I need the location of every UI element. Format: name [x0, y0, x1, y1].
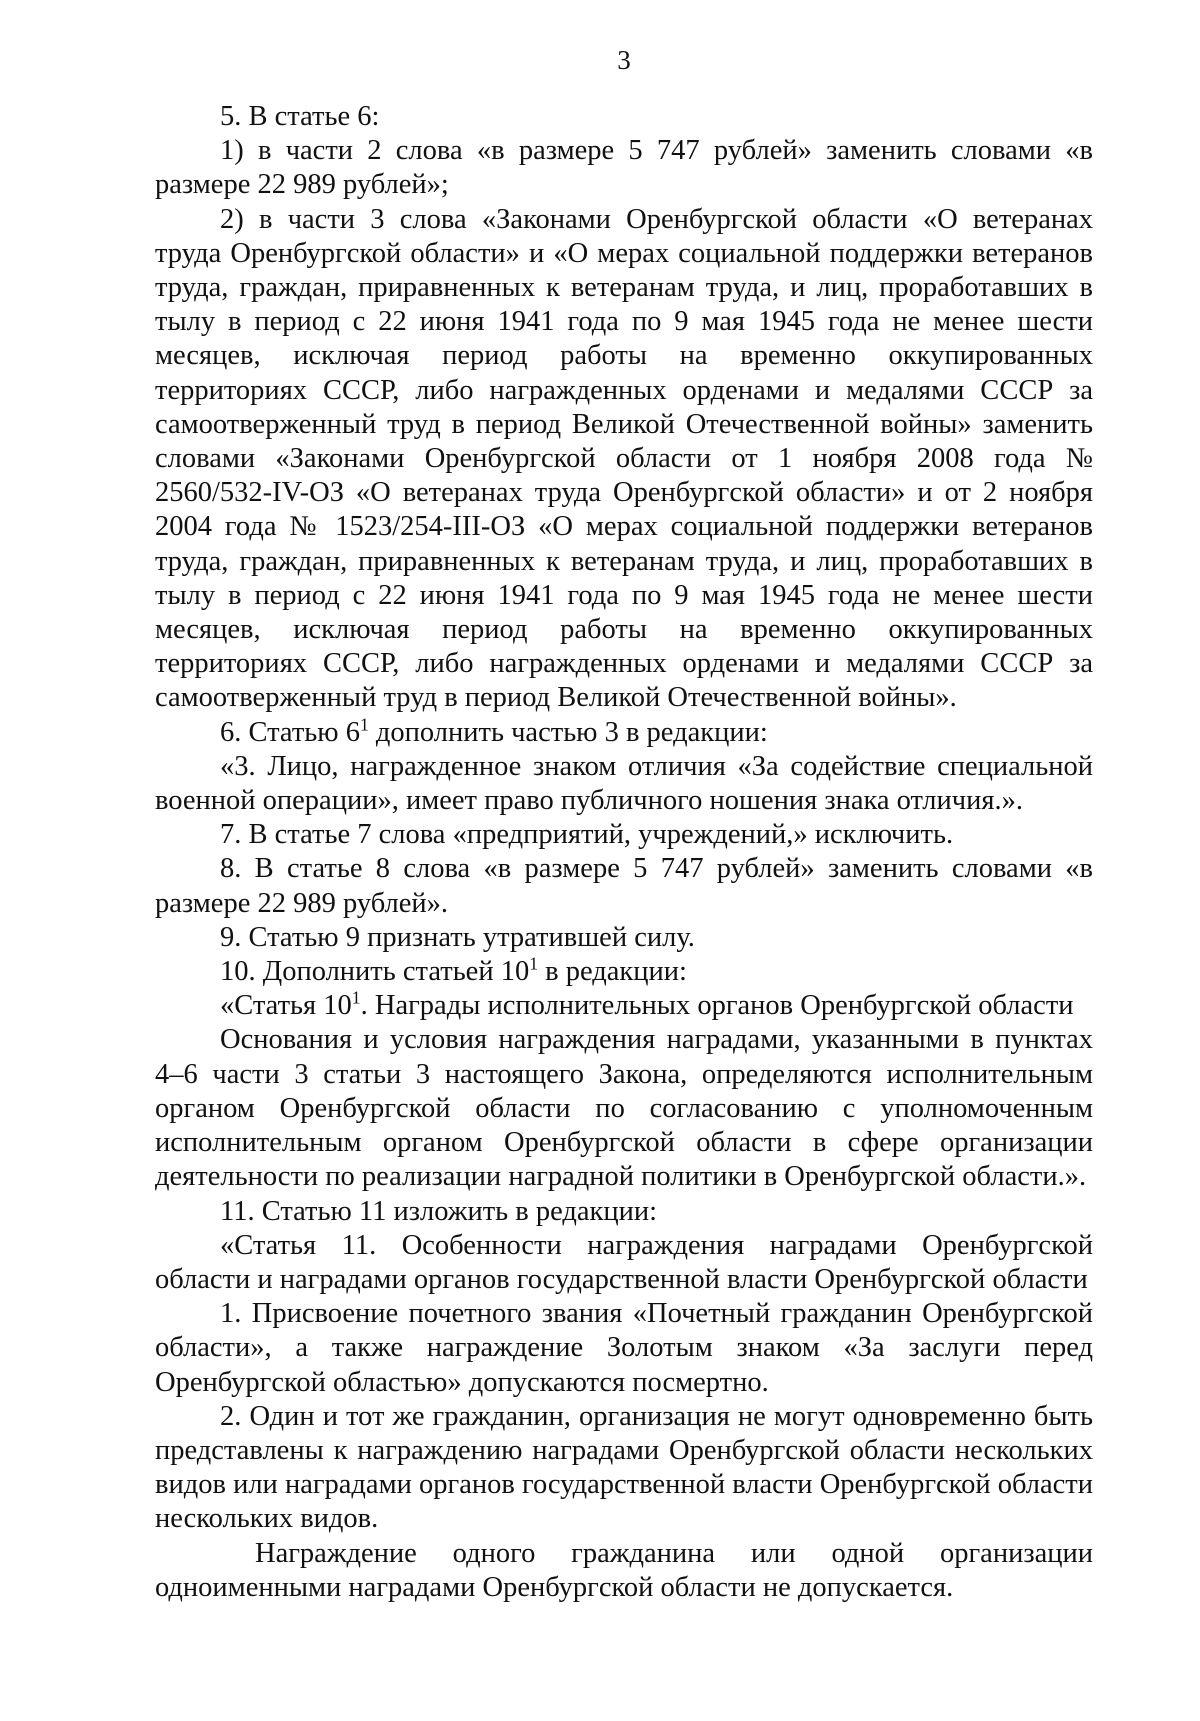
superscript-mark: 1: [529, 953, 539, 974]
paragraph-item-6: [155, 716, 1093, 750]
paragraph-item-10-text-end: в редакции:: [538, 956, 687, 988]
paragraph-subitem-2: 2) в части 3 слова «Законами Оренбургской области «О ветеранах труда Оренбургской области» и «О мерах социальной поддержки ветеранов труда, граждан, приравненных к ветеранам труда, и лиц, проработавших в тылу в период с 22 июня 1941 года по 9 мая 1945 года не менее шести месяцев, исключая период работы на временно оккупированных территориях СССР, либо награжденных орденами и медалями СССР за самоотверженный труд в период Великой Отечественной войны» заменить словами «Законами Оренбургской области от 1 ноября 2008 года № 2560/532-IV-ОЗ «О ветеранах труда Оренбургской области» и от 2 ноября 2004 года № 1523/254-III-ОЗ «О мерах социальной поддержки ветеранов труда, граждан, приравненных к ветеранам труда, и лиц, проработавших в тылу в период с 22 июня 1941 года по 9 мая 1945 года не менее шести месяцев, исключая период работы на временно оккупированных территориях СССР, либо награжденных орденами и медалями СССР за самоотверженный труд в период Великой Отечественной войны».: [155, 203, 1093, 714]
paragraph-article-10-1-body: Основания и условия награждения наградами, указанными в пунктах 4–6 части 3 статьи 3 настоящего Закона, определяются исполнительным органом Оренбургской области по согласованию с уполномоченным исполнительным органом Оренбургской области в сфере организации деятельности по реализации наградной политики в Оренбургской области.».: [155, 1024, 1093, 1193]
paragraph-subitem-1: 1) в части 2 слова «в размере 5 747 рублей» заменить словами «в размере 22 989 рублей»;: [155, 135, 1093, 201]
paragraph-item-10-text: 10. Дополнить статьей 10: [220, 956, 530, 988]
paragraph-item-7: 7. В статье 7 слова «предприятий, учреждений,» исключить.: [220, 819, 954, 851]
article-heading-10-1-text-end: . Награды исполнительных органов Оренбургской области: [360, 990, 1074, 1022]
paragraph-article-11-part-2-continued: Награждение одного гражданина или одной организации одноименными наградами Оренбургской области не допускается.: [155, 1537, 1093, 1603]
superscript-mark: 1: [359, 714, 369, 735]
paragraph-item-6-text-end: дополнить частью 3 в редакции:: [368, 716, 768, 748]
article-heading-10-1-text: «Статья 10: [220, 990, 352, 1022]
paragraph-article-11-part-2: 2. Один и тот же гражданин, организация не могут одновременно быть представлены к награждению наградами Оренбургской области нескольких видов или наградами органов государственной власти Оренбургской области нескольких видов.: [155, 1400, 1093, 1535]
document-body: [155, 100, 1093, 1605]
paragraph-item-8: 8. В статье 8 слова «в размере 5 747 рублей» заменить словами «в размере 22 989 рублей».: [155, 853, 1093, 919]
paragraph-item-9: 9. Статью 9 признать утратившей силу.: [220, 921, 695, 953]
article-heading-10-1: [155, 989, 1093, 1023]
page-number: 3: [617, 45, 631, 75]
superscript-mark: 1: [351, 987, 361, 1008]
article-heading-11: «Статья 11. Особенности награждения наградами Оренбургской области и наградами органов государственной власти Оренбургской области: [155, 1229, 1093, 1295]
paragraph-item-11: 11. Статью 11 изложить в редакции:: [220, 1195, 658, 1227]
paragraph-item-5: 5. В статье 6:: [220, 101, 380, 132]
paragraph-item-6-text: 6. Статью 6: [220, 716, 360, 748]
paragraph-quote-part-3: «3. Лицо, награжденное знаком отличия «За содействие специальной военной операции», имеет право публичного ношения знака отличия.».: [155, 750, 1093, 817]
paragraph-item-10: [155, 955, 1093, 989]
paragraph-article-11-part-1: 1. Присвоение почетного звания «Почетный гражданин Оренбургской области», а также награждение Золотым знаком «За заслуги перед Оренбургской областью» допускаются посмертно.: [155, 1298, 1093, 1398]
